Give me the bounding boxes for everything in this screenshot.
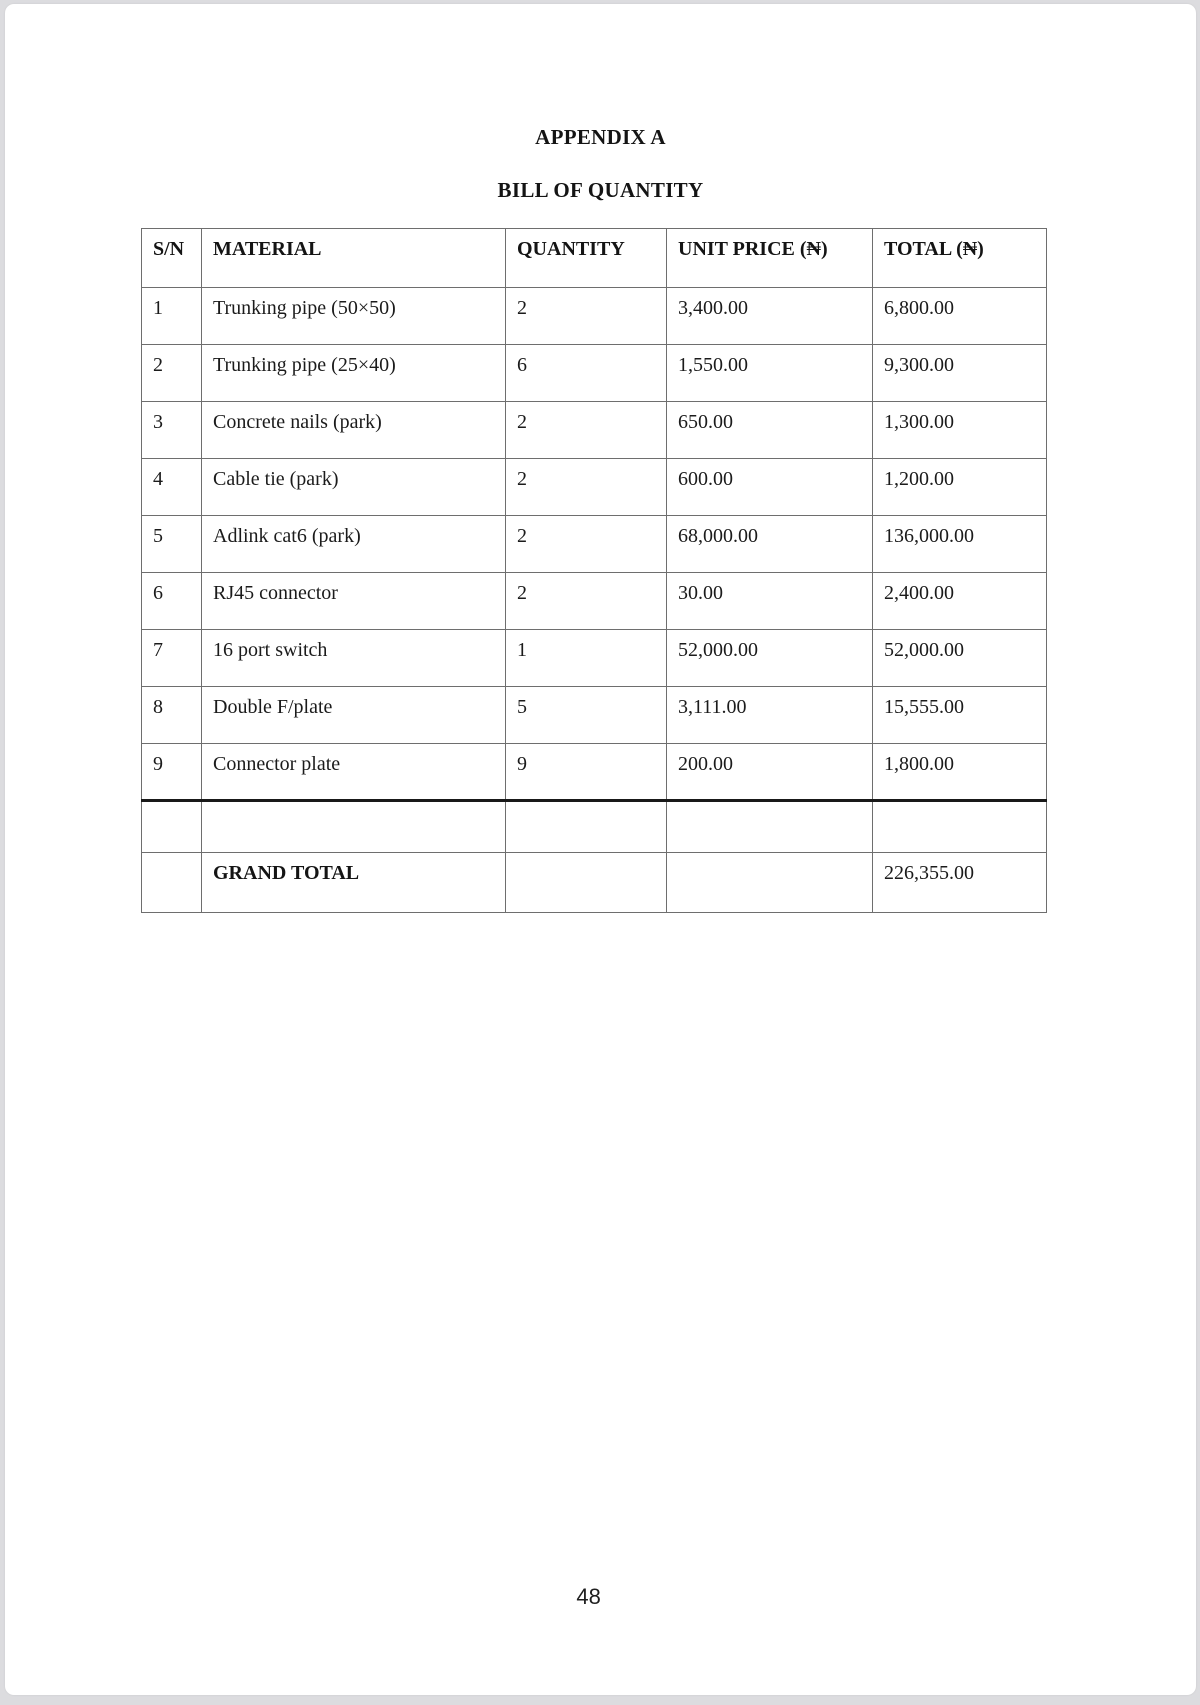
grand-total-label: GRAND TOTAL <box>202 853 506 913</box>
cell-unit-price: 3,400.00 <box>667 288 873 345</box>
cell-unit-price: 3,111.00 <box>667 687 873 744</box>
cell-sn: 9 <box>142 744 202 801</box>
header-material: MATERIAL <box>202 229 506 288</box>
cell-unit-price: 600.00 <box>667 459 873 516</box>
table-row <box>142 459 1047 516</box>
grand-total-row <box>142 853 1047 913</box>
table-row <box>142 630 1047 687</box>
cell-material: Double F/plate <box>202 687 506 744</box>
cell-empty <box>142 801 202 853</box>
cell-quantity: 2 <box>506 516 667 573</box>
cell-empty <box>202 801 506 853</box>
cell-material: Trunking pipe (25×40) <box>202 345 506 402</box>
cell-quantity: 6 <box>506 345 667 402</box>
header-unit-price: UNIT PRICE (₦) <box>667 229 873 288</box>
cell-total: 6,800.00 <box>873 288 1047 345</box>
cell-material: Trunking pipe (50×50) <box>202 288 506 345</box>
cell-empty <box>667 853 873 913</box>
table-row <box>142 744 1047 801</box>
cell-sn: 8 <box>142 687 202 744</box>
cell-sn: 7 <box>142 630 202 687</box>
table-row <box>142 573 1047 630</box>
appendix-title: APPENDIX A <box>535 125 666 149</box>
cell-unit-price: 30.00 <box>667 573 873 630</box>
cell-total: 1,300.00 <box>873 402 1047 459</box>
cell-unit-price: 1,550.00 <box>667 345 873 402</box>
cell-quantity: 2 <box>506 459 667 516</box>
header-sn: S/N <box>142 229 202 288</box>
cell-material: 16 port switch <box>202 630 506 687</box>
cell-sn: 3 <box>142 402 202 459</box>
table-row <box>142 402 1047 459</box>
cell-quantity: 2 <box>506 573 667 630</box>
table-header-row <box>142 229 1047 288</box>
spacer-row <box>142 801 1047 853</box>
table-row <box>142 288 1047 345</box>
page-number: 48 <box>576 1584 601 1609</box>
cell-empty <box>667 801 873 853</box>
cell-total: 15,555.00 <box>873 687 1047 744</box>
cell-material: Concrete nails (park) <box>202 402 506 459</box>
table-row <box>142 687 1047 744</box>
cell-total: 9,300.00 <box>873 345 1047 402</box>
grand-total-value: 226,355.00 <box>873 853 1047 913</box>
cell-material: Cable tie (park) <box>202 459 506 516</box>
cell-sn: 6 <box>142 573 202 630</box>
document-page <box>5 4 1196 1695</box>
bill-of-quantity-table <box>141 228 1047 913</box>
header-total: TOTAL (₦) <box>873 229 1047 288</box>
cell-quantity: 9 <box>506 744 667 801</box>
cell-quantity: 2 <box>506 402 667 459</box>
cell-empty <box>506 853 667 913</box>
cell-quantity: 1 <box>506 630 667 687</box>
cell-material: Connector plate <box>202 744 506 801</box>
header-quantity: QUANTITY <box>506 229 667 288</box>
cell-empty <box>873 801 1047 853</box>
cell-empty <box>142 853 202 913</box>
cell-unit-price: 52,000.00 <box>667 630 873 687</box>
table-row <box>142 345 1047 402</box>
cell-total: 2,400.00 <box>873 573 1047 630</box>
cell-quantity: 5 <box>506 687 667 744</box>
cell-total: 1,800.00 <box>873 744 1047 801</box>
document-subtitle: BILL OF QUANTITY <box>497 178 704 202</box>
cell-unit-price: 650.00 <box>667 402 873 459</box>
cell-unit-price: 68,000.00 <box>667 516 873 573</box>
cell-total: 1,200.00 <box>873 459 1047 516</box>
table-row <box>142 516 1047 573</box>
cell-sn: 2 <box>142 345 202 402</box>
cell-sn: 5 <box>142 516 202 573</box>
cell-material: Adlink cat6 (park) <box>202 516 506 573</box>
cell-material: RJ45 connector <box>202 573 506 630</box>
cell-empty <box>506 801 667 853</box>
cell-total: 136,000.00 <box>873 516 1047 573</box>
cell-sn: 4 <box>142 459 202 516</box>
cell-unit-price: 200.00 <box>667 744 873 801</box>
cell-sn: 1 <box>142 288 202 345</box>
cell-total: 52,000.00 <box>873 630 1047 687</box>
cell-quantity: 2 <box>506 288 667 345</box>
